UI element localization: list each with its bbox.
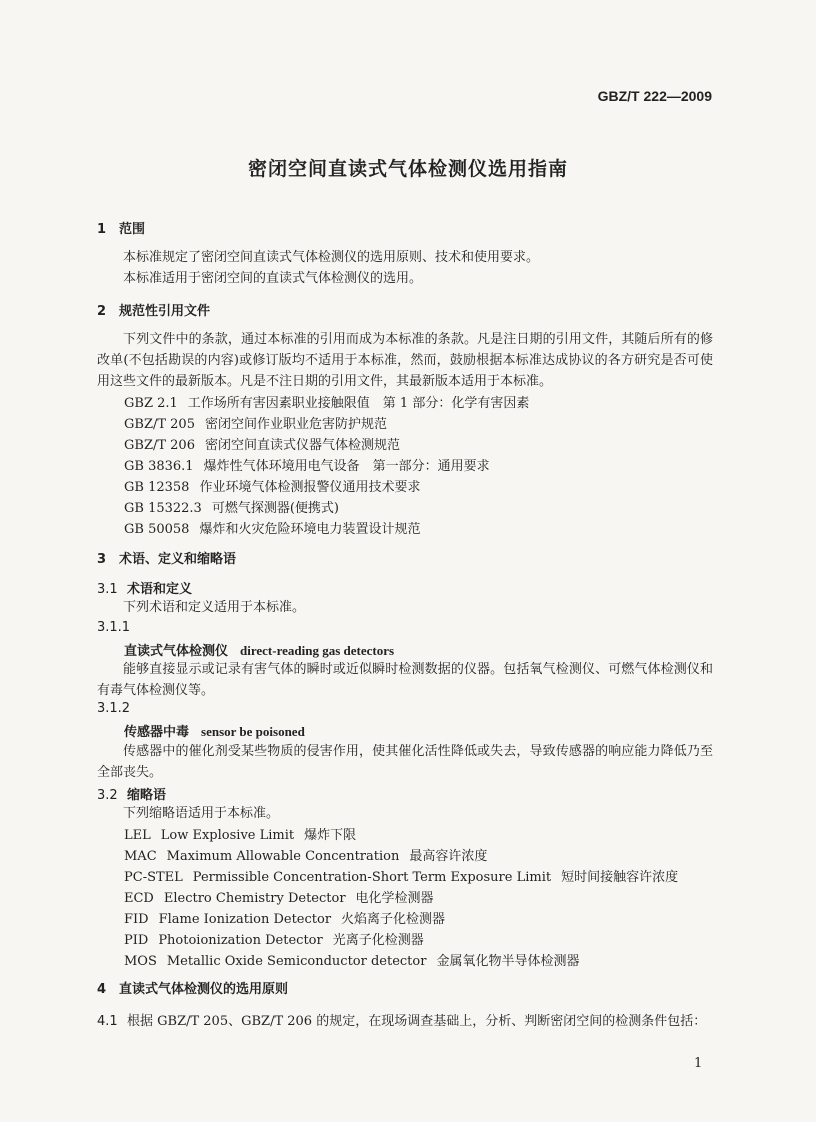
abbreviation-item: LEL Low Explosive Limit 爆炸下限 (124, 828, 357, 843)
section-2-heading: 2 规范性引用文件 (97, 304, 211, 319)
term-3-1-2: 传感器中毒 sensor be poisoned (124, 724, 305, 740)
section-3-1-heading: 3.1 术语和定义 (97, 582, 193, 597)
section-1-para-1: 本标准规定了密闭空间直读式气体检测仪的选用原则、技术和使用要求。 (123, 250, 540, 265)
reference-item: GB 15322.3 可燃气探测器(便携式) (124, 501, 339, 516)
term-3-1-1-definition: 能够直接显示或记录有害气体的瞬时或近似瞬时检测数据的仪器。包括氧气检测仪、可燃气体检测仪和有毒气体检测仪等。 (97, 662, 713, 698)
section-3-heading: 3 术语、定义和缩略语 (97, 552, 237, 567)
section-1-heading: 1 范围 (97, 222, 146, 237)
standard-code: GBZ/T 222—2009 (597, 88, 712, 104)
section-3-2-para: 下列缩略语适用于本标准。 (123, 806, 280, 821)
reference-item: GB 3836.1 爆炸性气体环境用电气设备 第一部分：通用要求 (124, 459, 490, 474)
reference-item: GB 50058 爆炸和火灾危险环境电力装置设计规范 (124, 522, 421, 537)
page-number: 1 (694, 1056, 703, 1071)
section-3-2-heading: 3.2 缩略语 (97, 788, 167, 803)
abbreviation-item: MAC Maximum Allowable Concentration 最高容许浓度 (124, 849, 488, 864)
section-4-heading: 4 直读式气体检测仪的选用原则 (97, 982, 289, 997)
term-3-1-2-definition: 传感器中的催化剂受某些物质的侵害作用，使其催化活性降低或失去，导致传感器的响应能力降低乃至全部丧失。 (97, 744, 713, 780)
reference-item: GBZ/T 205 密闭空间作业职业危害防护规范 (124, 417, 387, 432)
section-3-1-1-number: 3.1.1 (97, 620, 131, 635)
abbreviation-item: ECD Electro Chemistry Detector 电化学检测器 (124, 891, 434, 906)
abbreviation-item: PID Photoionization Detector 光离子化检测器 (124, 933, 424, 948)
section-3-1-para: 下列术语和定义适用于本标准。 (123, 600, 306, 615)
abbreviation-item: PC-STEL Permissible Concentration-Short Term Exposure Limit 短时间接触容许浓度 (124, 870, 679, 885)
term-3-1-1: 直读式气体检测仪 direct-reading gas detectors (124, 643, 395, 659)
abbreviation-item: FID Flame Ionization Detector 火焰离子化检测器 (124, 912, 446, 927)
reference-item: GBZ/T 206 密闭空间直读式仪器气体检测规范 (124, 438, 400, 453)
section-3-1-2-number: 3.1.2 (97, 701, 131, 716)
abbreviation-item: MOS Metallic Oxide Semiconductor detector 金属氧化物半导体检测器 (124, 954, 580, 969)
section-2-para: 下列文件中的条款，通过本标准的引用而成为本标准的条款。凡是注日期的引用文件，其随后所有的修改单(不包括勘误的内容)或修订版均不适用于本标准，然而，鼓励根据本标准达成协议的各方研究是否可使用这些文件的最新版本。凡是不注日期的引用文件，其最新版本适用于本标准。 (97, 332, 713, 389)
section-4-1: 4.1 根据 GBZ/T 205、GBZ/T 206 的规定，在现场调查基础上，分析、判断密闭空间的检测条件包括： (97, 1014, 707, 1029)
reference-item: GBZ 2.1 工作场所有害因素职业接触限值 第 1 部分：化学有害因素 (124, 396, 530, 411)
document-title: 密闭空间直读式气体检测仪选用指南 (247, 158, 568, 180)
section-1-para-2: 本标准适用于密闭空间的直读式气体检测仪的选用。 (123, 271, 423, 286)
reference-item: GB 12358 作业环境气体检测报警仪通用技术要求 (124, 480, 421, 495)
